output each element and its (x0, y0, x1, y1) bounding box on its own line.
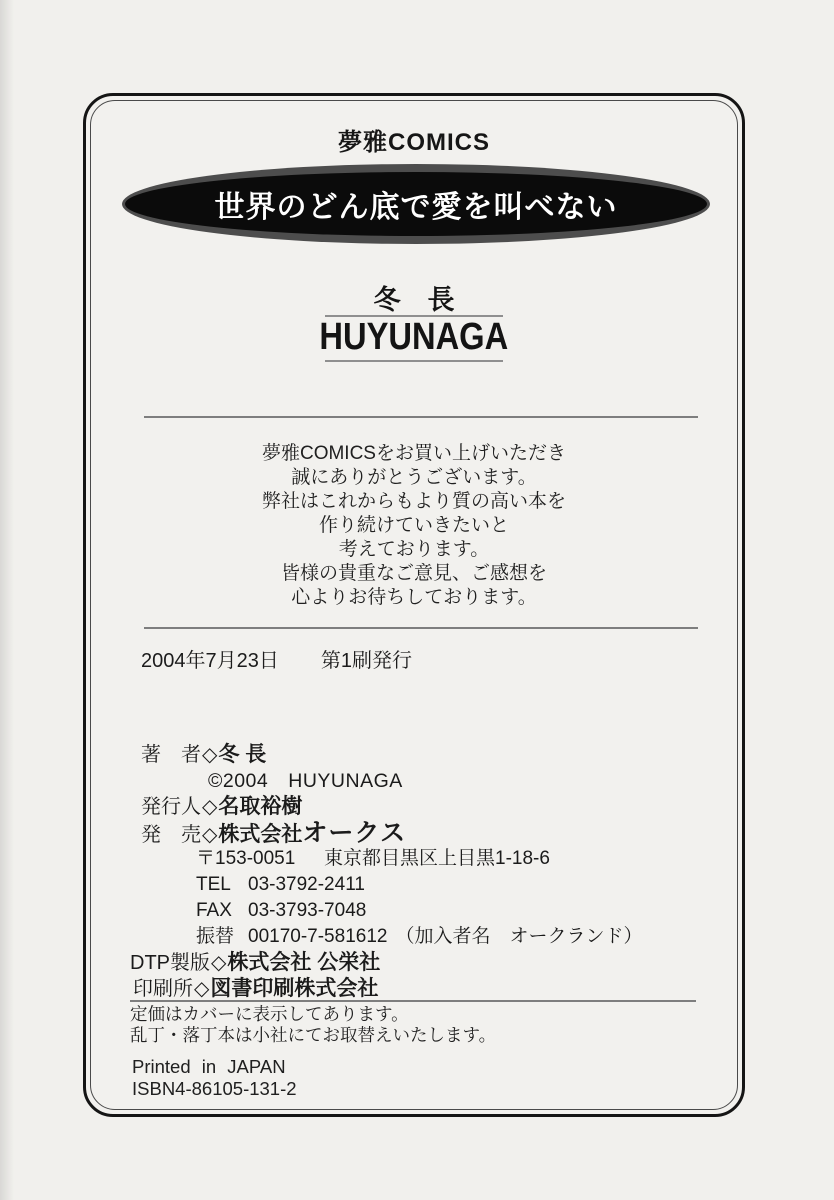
printing-number: 第1刷発行 (320, 650, 412, 672)
message-rule-bottom (144, 627, 698, 629)
footer-block (132, 1056, 297, 1100)
message-line: 誠にありがとうございます。 (291, 467, 537, 488)
notice-rule (130, 1000, 696, 1002)
price-notice (130, 1004, 496, 1045)
imprint-brand: 夢雅COMICS (338, 129, 490, 156)
street-address: 東京都目黒区上目黒1-18-6 (324, 848, 550, 869)
furikae-number: 00170-7-581612 (248, 926, 388, 947)
message-line: 作り続けていきたいと (318, 515, 509, 536)
isbn-number: ISBN4-86105-131-2 (132, 1078, 297, 1099)
scan-shadow (0, 0, 14, 1200)
message-rule-top (144, 416, 698, 418)
colophon-row-tel: TEL 03-3792-2411 (196, 874, 365, 895)
diamond-icon: ◇ (194, 978, 210, 1000)
thank-you-message (86, 442, 742, 610)
author-divider-bottom (325, 360, 503, 362)
postal-code: 〒153-0051 (196, 848, 296, 869)
message-line: 皆様の貴重なご意見、ご感想を (280, 563, 547, 584)
colophon-row-author: 著 者◇冬 長 (141, 743, 267, 766)
tel-number: 03-3792-2411 (248, 874, 365, 895)
author-name-romaji: HUYUNAGA (319, 316, 509, 358)
message-line: 考えております。 (338, 539, 490, 560)
diamond-icon: ◇ (211, 952, 227, 974)
edition-date-line (141, 644, 412, 673)
fax-number: 03-3793-7048 (248, 900, 367, 921)
message-line: 夢雅COMICSをお買い上げいただき (261, 443, 566, 464)
colophon-row-sales: 発 売◇株式会社オークス (141, 819, 407, 847)
printed-in-japan: Printed in JAPAN (132, 1056, 286, 1077)
diamond-icon: ◇ (202, 824, 218, 846)
colophon-row-printer: 印刷所◇図書印刷株式会社 (133, 977, 379, 1000)
colophon-row-address (130, 846, 710, 872)
colophon-row-fax: FAX 03-3793-7048 (196, 900, 367, 921)
colophon-row-publisher: 発行人◇名取裕樹 (141, 795, 303, 818)
colophon-block (130, 742, 710, 1002)
colophon-row-copyright: ©2004 HUYUNAGA (208, 770, 403, 792)
publication-date: 2004年7月23日 (141, 650, 279, 672)
colophon-row-dtp: DTP製版◇株式会社 公栄社 (130, 951, 381, 974)
page-border-frame (83, 93, 745, 1117)
book-title: 世界のどん底で愛を叫べない (214, 191, 618, 224)
notice-line-price: 定価はカバーに表示してあります。 (130, 1004, 409, 1024)
title-banner-oval-inner (125, 172, 707, 236)
author-name-japanese: 冬 長 (373, 285, 455, 315)
title-banner-oval (122, 164, 710, 244)
message-line: 心よりお待ちしております。 (291, 587, 537, 608)
message-line: 弊社はこれからもより質の高い本を (261, 491, 566, 512)
diamond-icon: ◇ (202, 796, 218, 818)
notice-line-replace: 乱丁・落丁本は小社にてお取替えいたします。 (130, 1024, 497, 1045)
diamond-icon: ◇ (202, 744, 218, 766)
furikae-note: （加入者名 オークランド） (395, 926, 643, 947)
colophon-row-furikae: 振替 00170-7-581612 （加入者名 オークランド） (196, 926, 643, 947)
